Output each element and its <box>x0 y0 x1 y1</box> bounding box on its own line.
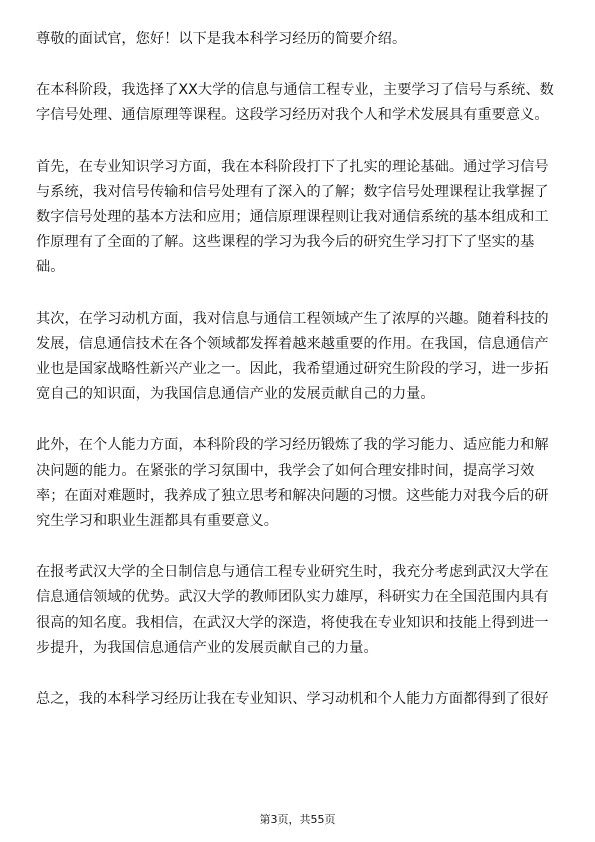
text-line: 首先，在专业知识学习方面，我在本科阶段打下了扎实的理论基础。通过学习信号 <box>36 158 549 175</box>
paragraph-conclusion <box>36 687 562 712</box>
text-line: 此外，在个人能力方面，本科阶段的学习经历锻炼了我的学习能力、适应能力和解 <box>36 437 549 454</box>
text-line: 作原理有了全面的了解。这些课程的学习为我今后的研究生学习打下了坚实的基 <box>36 234 535 251</box>
text-line: 在报考武汉大学的全日制信息与通信工程专业研究生时，我充分考虑到武汉大学在 <box>36 564 549 581</box>
text-line: 率；在面对难题时，我养成了独立思考和解决问题的习惯。这些能力对我今后的研 <box>36 487 549 504</box>
text-line: 总之，我的本科学习经历让我在专业知识、学习动机和个人能力方面都得到了很好 <box>36 691 549 708</box>
paragraph-motivation <box>36 307 562 408</box>
paragraph-ability <box>36 433 562 534</box>
text-line: 宽自己的知识面，为我国信息通信产业的发展贡献自己的力量。 <box>36 386 435 403</box>
text-line: 字信号处理、通信原理等课程。这段学习经历对我个人和学术发展具有重要意义。 <box>36 107 549 124</box>
paragraph-knowledge <box>36 155 562 281</box>
text-line: 业也是国家战略性新兴产业之一。因此，我希望通过研究生阶段的学习，进一步拓 <box>36 361 549 378</box>
paragraph-greeting <box>36 27 562 52</box>
text-line: 究生学习和职业生涯都具有重要意义。 <box>36 513 279 530</box>
text-line: 在本科阶段，我选择了XX大学的信息与通信工程专业，主要学习了信号与系统、数 <box>36 82 554 99</box>
document-body <box>36 27 562 738</box>
text-line: 信息通信领域的优势。武汉大学的教师团队实力雄厚，科研实力在全国范围内具有 <box>36 589 549 606</box>
text-line: 数字信号处理的基本方法和应用；通信原理课程则让我对通信系统的基本组成和工 <box>36 209 549 226</box>
text-line: 其次，在学习动机方面，我对信息与通信工程领域产生了浓厚的兴趣。随着科技的 <box>36 310 549 327</box>
text-line: 步提升，为我国信息通信产业的发展贡献自己的力量。 <box>36 639 378 656</box>
text-line: 发展，信息通信技术在各个领域都发挥着越来越重要的作用。在我国，信息通信产 <box>36 335 549 352</box>
paragraph-university <box>36 560 562 661</box>
page-number: 第3页，共55页 <box>259 813 336 826</box>
text-line: 础。 <box>36 259 65 276</box>
paragraph-intro <box>36 78 562 128</box>
text-line: 决问题的能力。在紧张的学习氛围中，我学会了如何合理安排时间，提高学习效 <box>36 462 535 479</box>
text-line: 尊敬的面试官，您好！以下是我本科学习经历的简要介绍。 <box>36 31 407 47</box>
text-line: 与系统，我对信号传输和信号处理有了深入的了解；数字信号处理课程让我掌握了 <box>36 183 549 200</box>
text-line: 很高的知名度。我相信，在武汉大学的深造，将使我在专业知识和技能上得到进一 <box>36 614 549 631</box>
